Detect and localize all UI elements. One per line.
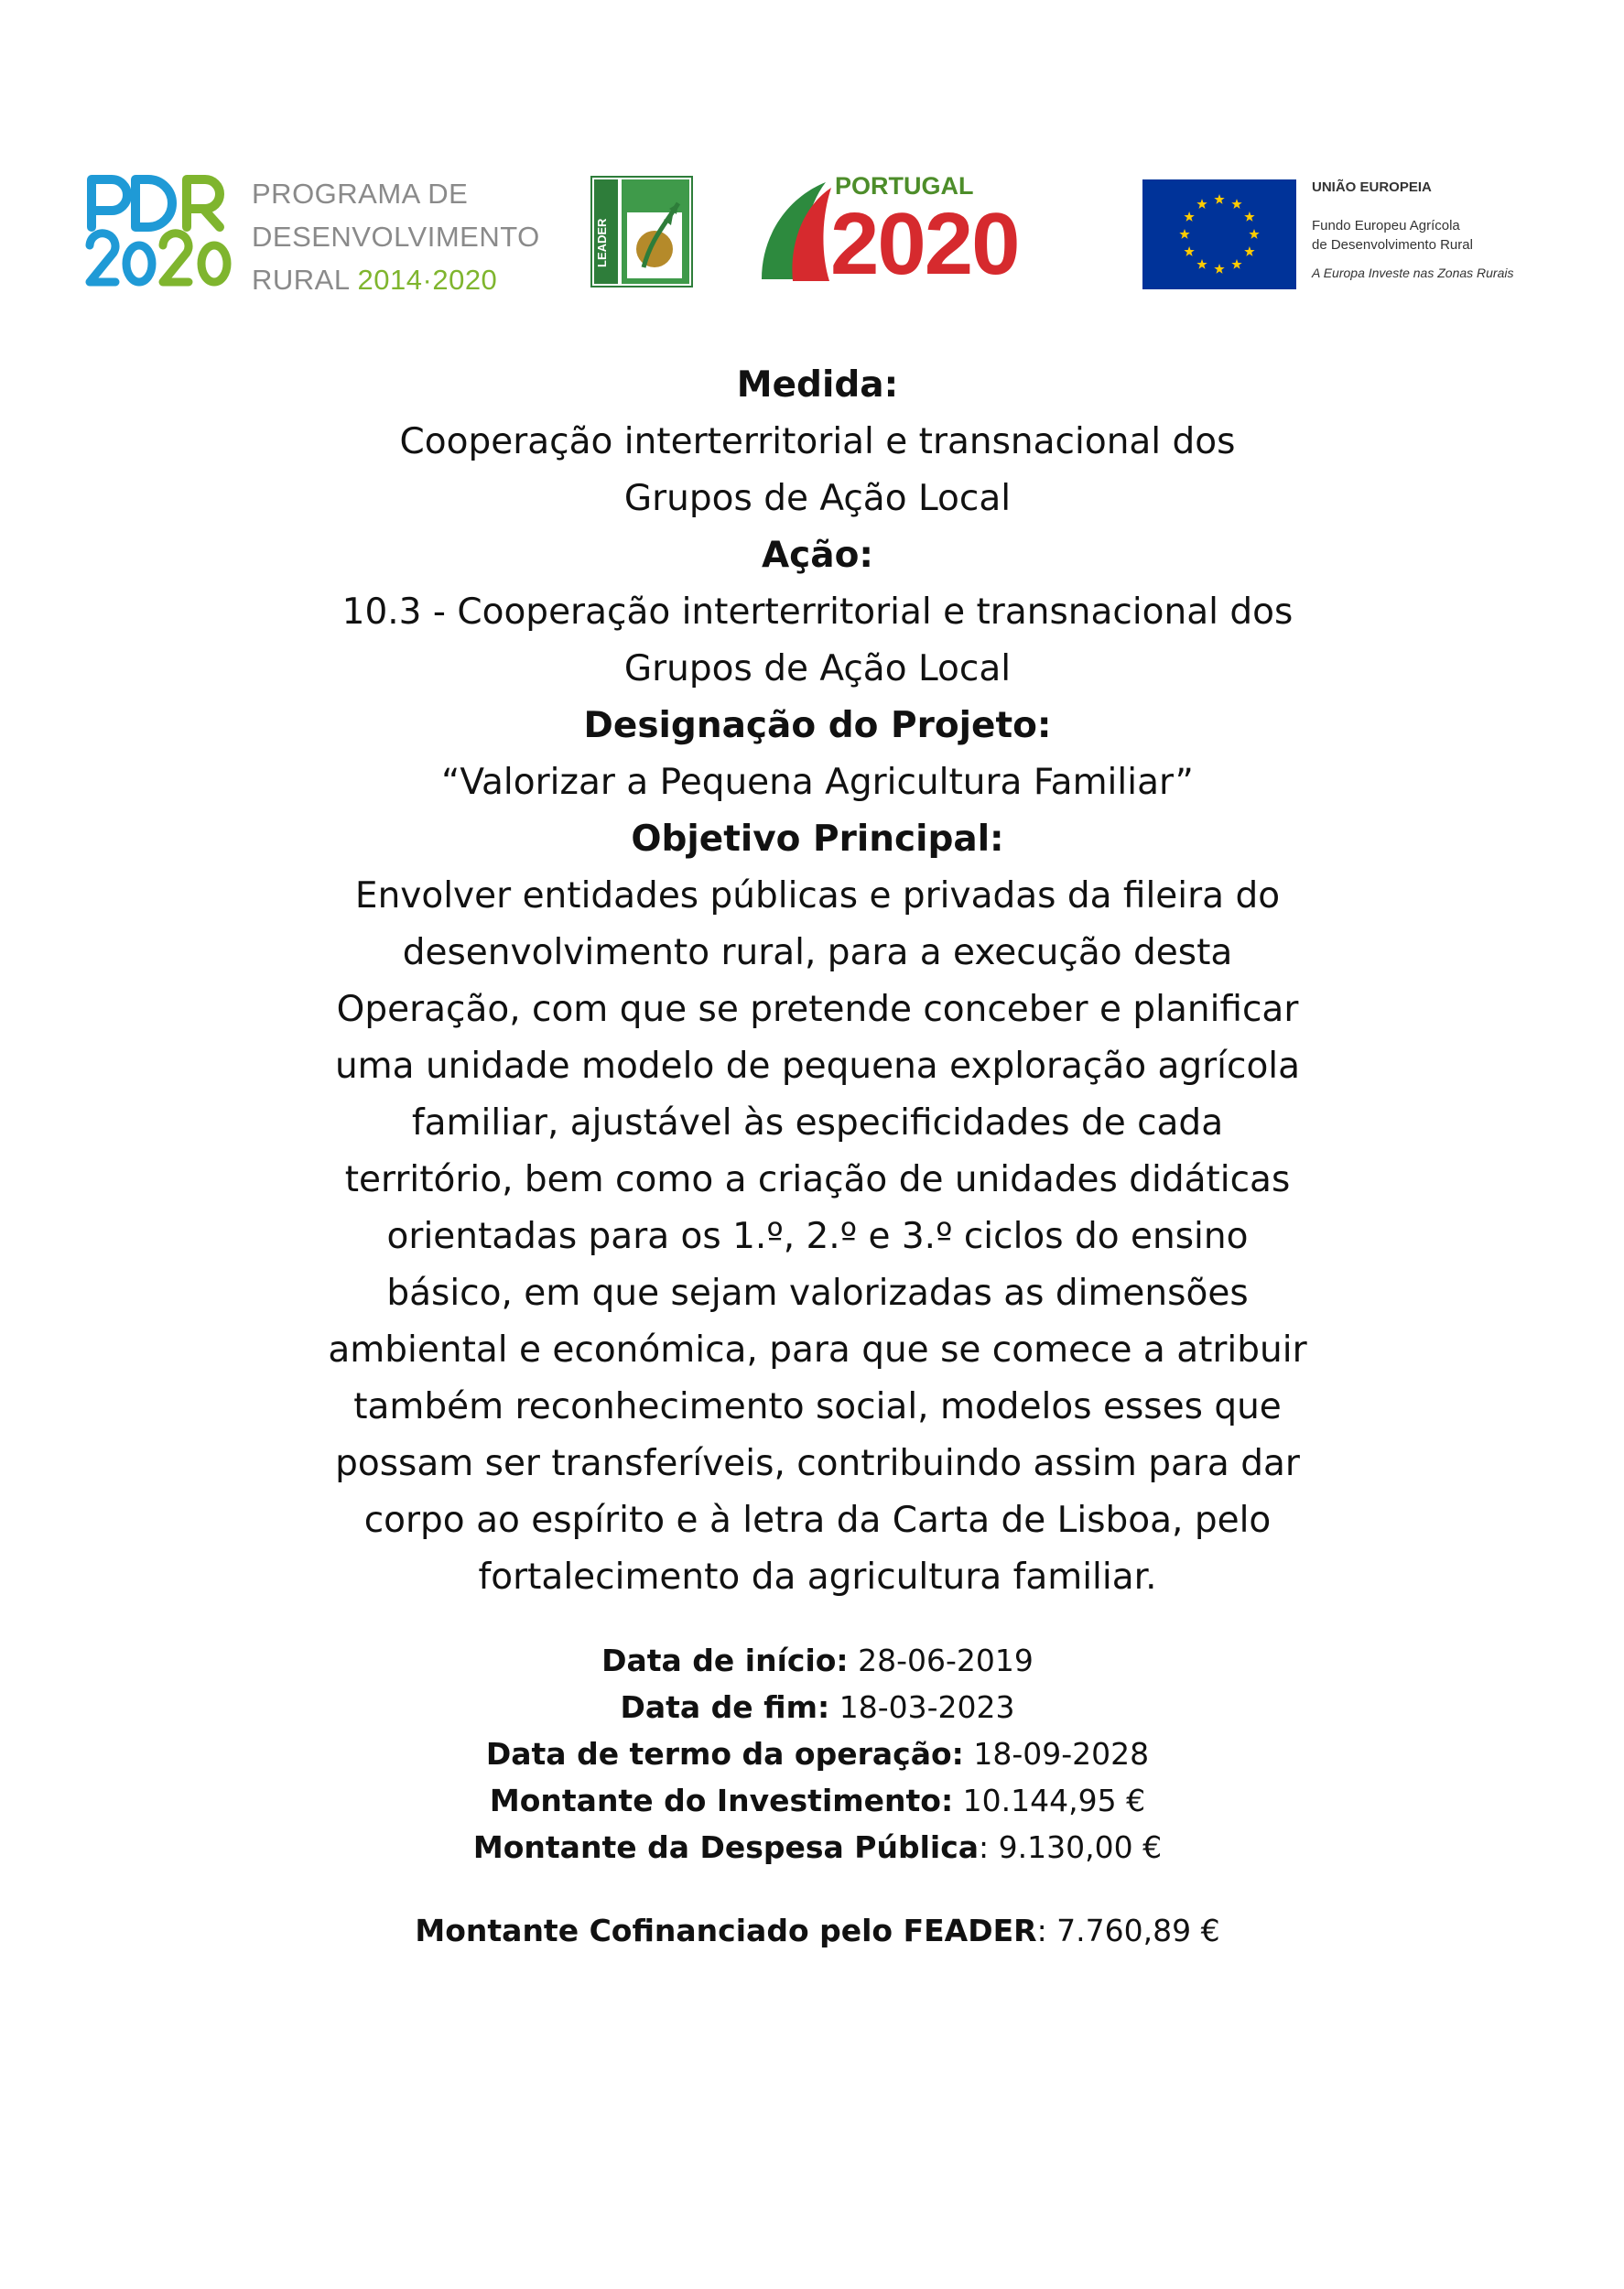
- investment-value: 10.144,95 €: [953, 1783, 1146, 1818]
- eu-line-2: de Desenvolvimento Rural: [1312, 237, 1473, 253]
- fact-term-date: [275, 1730, 1360, 1777]
- pdr-line-3: [252, 258, 540, 301]
- start-date-label: Data de início:: [601, 1643, 849, 1678]
- pdr-years: 2014·2020: [357, 264, 498, 296]
- eu-title: UNIÃO EUROPEIA: [1312, 179, 1432, 195]
- project-facts: [275, 1637, 1360, 1954]
- term-date-value: 18-09-2028: [963, 1736, 1150, 1772]
- eu-tagline: A Europa Investe nas Zonas Rurais: [1312, 266, 1514, 280]
- public-expense-value: : 9.130,00 €: [979, 1829, 1163, 1865]
- end-date-label: Data de fim:: [620, 1689, 830, 1725]
- public-expense-label: Montante da Despesa Pública: [472, 1829, 980, 1865]
- objetivo-label: Objetivo Principal:: [631, 819, 1004, 860]
- spacer: [275, 1871, 1360, 1907]
- eu-caption: [1312, 179, 1514, 283]
- leader-logo: [590, 176, 693, 287]
- fact-end-date: [275, 1684, 1360, 1730]
- portugal-word: PORTUGAL: [835, 172, 974, 200]
- designacao-label: Designação do Projeto:: [583, 705, 1052, 746]
- feader-label: Montante Cofinanciado pelo FEADER: [415, 1913, 1037, 1948]
- leader-vertical-text: LEADER: [595, 218, 609, 267]
- eu-line-1: Fundo Europeu Agrícola: [1312, 218, 1460, 233]
- project-sheet: [275, 357, 1360, 1954]
- fact-public-expense: [275, 1824, 1360, 1871]
- fact-investment: [275, 1777, 1360, 1824]
- pdr2020-wordmark: [252, 172, 540, 301]
- medida-label: Medida:: [736, 364, 899, 406]
- eu-flag: [1142, 179, 1296, 289]
- fact-start-date: [275, 1637, 1360, 1684]
- designacao-value: “Valorizar a Pequena Agricultura Familiar”: [441, 762, 1194, 803]
- acao-value: 10.3 - Cooperação interterritorial e transnacional dos Grupos de Ação Local: [341, 591, 1294, 689]
- pdr-line-1: PROGRAMA DE: [252, 178, 469, 210]
- logo-strip: [0, 0, 1624, 311]
- acao-label: Ação:: [761, 535, 873, 576]
- investment-label: Montante do Investimento:: [489, 1783, 954, 1818]
- medida-value: Cooperação interterritorial e transnacional dos Grupos de Ação Local: [399, 421, 1236, 519]
- pdr-rural: RURAL: [252, 264, 358, 296]
- end-date-value: 18-03-2023: [829, 1689, 1015, 1725]
- pdr-line-2: DESENVOLVIMENTO: [252, 221, 540, 253]
- start-date-value: 28-06-2019: [848, 1643, 1034, 1678]
- feader-value: : 7.760,89 €: [1036, 1913, 1220, 1948]
- term-date-label: Data de termo da operação:: [485, 1736, 964, 1772]
- objetivo-value: Envolver entidades públicas e privadas da fileira do desenvolvimento rural, para a execução desta Operação, com que se pretende conceber e planificar uma unidade modelo de pequena exploração agrícola familiar, ajustável às especificidades de cada território, bem como a criação de unidades didáticas orientadas para os 1.º, 2.º e 3.º ciclos do ensino básico, em que sejam valorizadas as dimensões ambiental e económica, para que se comece a atribuir também reconhecimento social, modelos esses que possam ser transferíveis, contribuindo assim para dar corpo ao espírito e à letra da Carta de Lisboa, pelo fortalecimento da agricultura familiar.: [328, 875, 1307, 1598]
- pdr2020-logo: [84, 172, 240, 291]
- fact-feader: [275, 1907, 1360, 1954]
- portugal-year: 2020: [830, 195, 1019, 293]
